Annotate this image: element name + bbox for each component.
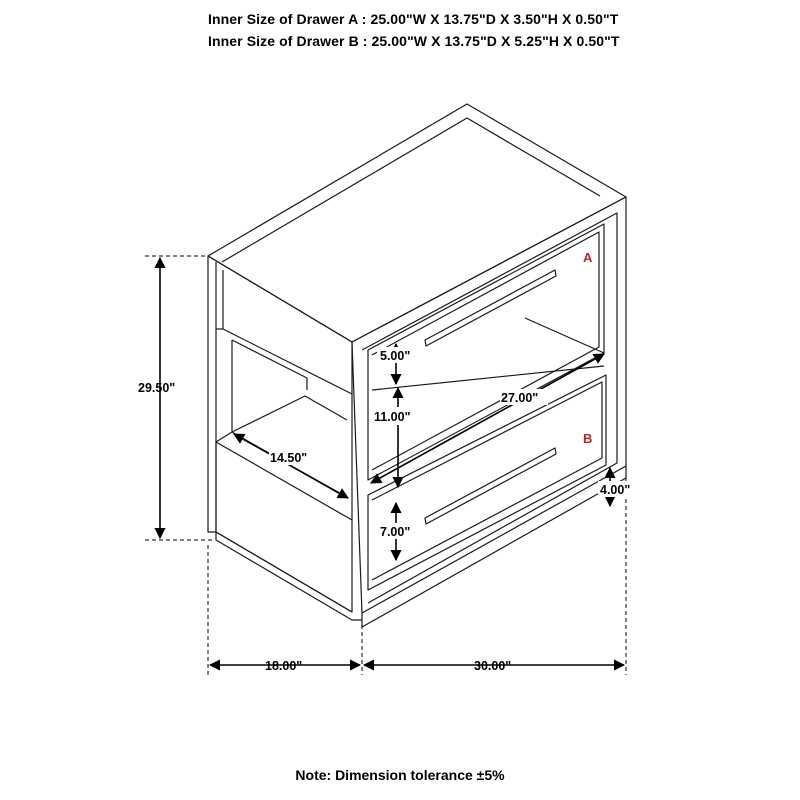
nightstand-drawing [208,104,626,627]
dimension-lines [145,256,626,675]
drawer-gap-label: 11.00" [374,410,411,424]
drawer-a-inner-size: Inner Size of Drawer A : 25.00"W X 13.75"D X 3.50"H X 0.50"T [208,11,619,27]
drawer-b-inner-size: Inner Size of Drawer B : 25.00"W X 13.75"D X 5.25"H X 0.50"T [208,33,620,49]
drawer-a-height-label: 5.00" [380,349,411,363]
overall-height-label: 29.50" [138,381,176,395]
drawer-a-tag: A [583,250,593,265]
shelf-back [232,396,347,432]
inner-width-label: 27.00" [501,391,539,405]
drawer-b-height-label: 7.00" [380,525,411,539]
width-label: 30.00" [474,659,512,673]
depth-label: 18.00" [265,659,303,673]
top-surface [208,104,626,342]
base-height-label: 4.00" [600,483,631,497]
shelf-depth-label: 14.50" [270,451,308,465]
tolerance-note: Note: Dimension tolerance ±5% [295,767,505,783]
drawer-b-tag: B [583,431,593,446]
